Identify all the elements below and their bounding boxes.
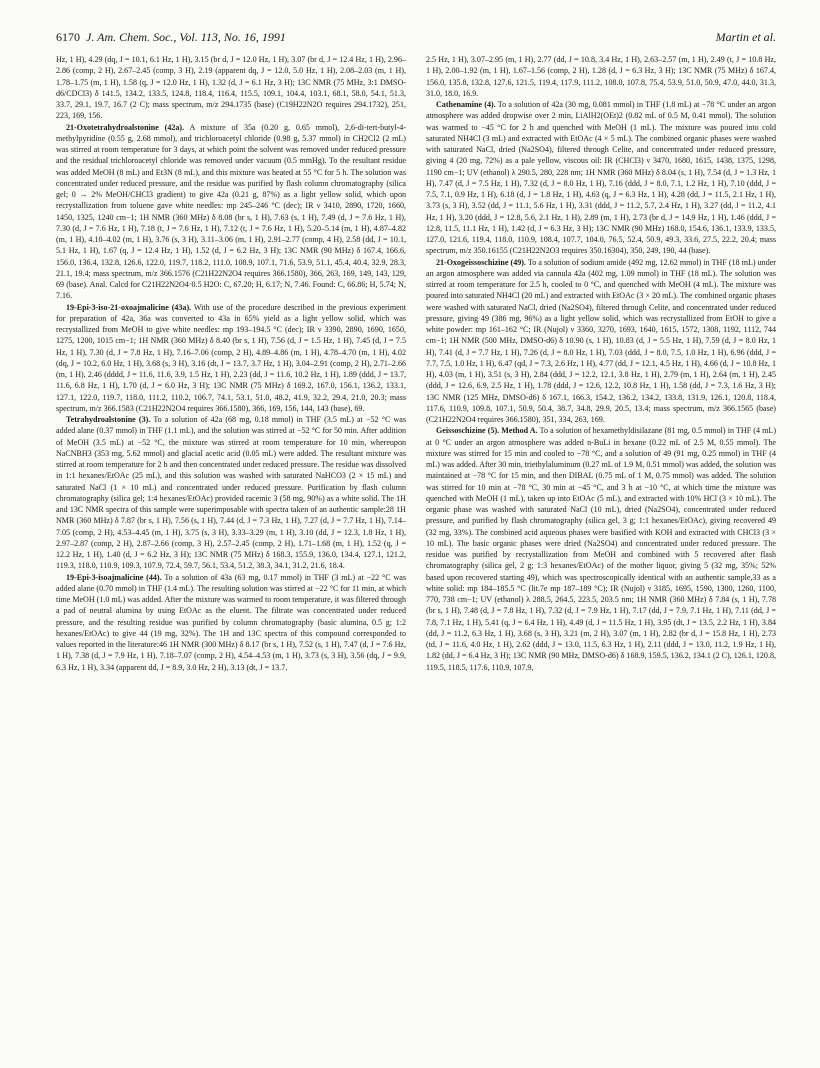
paragraph	[426, 425, 776, 673]
page-number: 6170	[56, 30, 80, 44]
paragraph	[426, 54, 776, 99]
right-column	[426, 54, 776, 673]
paragraph	[56, 122, 406, 302]
paragraph	[56, 54, 406, 122]
paragraph-text: To a solution of 42a (30 mg, 0.081 mmol) in THF (1.8 mL) at −78 °C under an argon atmosphere was added dropwise over 2 min, LiAlH2(OEt)2 (0.82 mL of 0.5 M, 0.41 mmol). The solution was warmed to −45 °C for 2 h and quenched with MeOH (1 mL). The mixture was poured into cold saturated NH4Cl (3 mL) and extracted with EtOAc (4 × 5 mL). The combined organic phases were washed with saturated NaCl, dried (Na2SO4), filtered through Celite, and concentrated under reduced pressure, giving 4 (20 mg, 72%) as a pale yellow, viscous oil: IR (CHCl3) ν 3470, 1680, 1615, 1438, 1375, 1298, 1190 cm−1; UV (ethanol) λ 290.5, 280, 228 nm; 1H NMR (360 MHz) δ 8.04 (s, 1 H), 7.54 (d, J = 1.3 Hz, 1 H), 7.47 (d, J = 7.5 Hz, 1 H), 7.32 (d, J = 8.0 Hz, 1 H), 7.16 (ddd, J = 8.0, 7.1, 1.2 Hz, 1 H), 7.10 (ddd, J = 7.5, 7.1, 0.9 Hz, 1 H), 6.18 (d, J = 1.8 Hz, 1 H), 4.63 (q, J = 6.3 Hz, 1 H), 4.28 (dd, J = 11.5, 2.1 Hz, 1 H), 3.73 (s, 3 H), 3.52 (dd, J = 11.1, 5.6 Hz, 1 H), 3.31 (ddd, J = 11.2, 5.7, 2.4 Hz, 1 H), 3.27 (dd, J = 11.2, 4.1 Hz, 1 H), 3.20 (ddd, J = 12.8, 5.6, 2.1 Hz, 1 H), 2.89 (m, 1 H), 2.73 (br d, J = 14.9 Hz, 1 H), 1.46 (ddd, J = 12.8, 11.5, 11.1 Hz, 1 H), 1.42 (d, J = 6.3 Hz, 3 H); 13C NMR (90 MHz) 168.0, 154.6, 136.1, 133.9, 133.5, 127.0, 121.6, 119.4, 118.0, 110.9, 108.4, 107.7, 104.0, 76.5, 52.4, 50.9, 49.3, 33.6, 27.5, 22.2, 20.4; mass spectrum, m/z 350.16155 (C21H22N2O3 requires 350.16304), 350, 249, 190, 44 (base).	[426, 100, 776, 256]
paragraph	[426, 257, 776, 426]
paragraph-text: To a solution of sodium amide (492 mg, 12.62 mmol) in THF (18 mL) under an argon atmosphere was added via cannula 42a (402 mg, 1.09 mmol) in THF (18 mL). The solution was stirred at room temperature for 2.5 h, cooled to 0 °C, and quenched with MeOH (4 mL). The mixture was poured into saturated NH4Cl (20 mL) and extracted with EtOAc (3 × 20 mL). The combined organic phases were washed with saturated NaCl, dried (Na2SO4), filtered through Celite, and concentrated under reduced pressure, giving 49 (386 mg, 96%) as a light yellow solid, which was recrystallized from EtOH to give a white powder: mp 161–162 °C; IR (Nujol) ν 3360, 3270, 1693, 1640, 1615, 1572, 1308, 1192, 1112, 744 cm−1; 1H NMR (500 MHz, DMSO-d6) δ 10.90 (s, 1 H), 10.83 (d, J = 5.5 Hz, 1 H), 7.59 (d, J = 8.0 Hz, 1 H), 7.41 (d, J = 7.7 Hz, 1 H), 7.26 (d, J = 8.0 Hz, 1 H), 7.03 (ddd, J = 8.0, 7.5, 1.0 Hz, 1 H), 6.96 (ddd, J = 7.7, 7.5, 1.0 Hz, 1 H), 6.47 (qd, J = 7.3, 2.6 Hz, 1 H), 4.77 (dd, J = 12.1, 4.5 Hz, 1 H), 4.66 (d, J = 10.8 Hz, 1 H), 4.03 (m, 1 H), 3.51 (s, 3 H), 2.84 (ddd, J = 12.2, 12.1, 3.8 Hz, 1 H), 2.79 (m, 1 H), 2.64 (m, 1 H), 2.45 (ddd, J = 12.6, 6.9, 2.5 Hz, 1 H), 1.78 (ddd, J = 12.6, 12.2, 10.8 Hz, 1 H), 1.58 (dd, J = 7.3, 1.6 Hz, 3 H); 13C NMR (125 MHz, DMSO-d6) δ 167.1, 166.3, 154.2, 136.2, 134.2, 133.8, 131.9, 126.1, 120.8, 118.4, 117.6, 110.9, 109.8, 107.1, 50.9, 50.4, 38.7, 34.8, 29.9, 20.5, 13.4; mass spectrum, m/z 366.1565 (base) (C21H22N2O4 requires 366.1580), 351, 334, 263, 169.	[426, 257, 776, 424]
paragraph	[56, 414, 406, 572]
paragraph-heading: 21-Oxotetrahydroalstonine (42a).	[66, 122, 185, 132]
left-column	[56, 54, 406, 673]
text-columns	[56, 54, 776, 673]
paragraph	[56, 302, 406, 415]
paragraph-text: With use of the procedure described in the previous experiment for preparation of 42a, 36a was converted to 43a in 65% yield as a light yellow solid, which was recrystallized from MeOH to give white needles: mp 193–194.5 °C (dec); IR ν 3390, 2890, 1690, 1650, 1275, 1200, 1015 cm−1; 1H NMR (360 MHz) δ 8.40 (br s, 1 H), 7.56 (d, J = 1.5 Hz, 1 H), 7.45 (d, J = 7.5 Hz, 1 H), 7.30 (d, J = 7.8 Hz, 1 H), 7.16–7.06 (comp, 2 H), 4.89–4.86 (m, 1 H), 4.78–4.70 (m, 1 H), 4.02 (dq, J = 10.2, 6.0 Hz, 1 H), 3.68 (s, 3 H), 3.16 (dt, J = 13.7, 3.7 Hz, 1 H), 3.04–2.91 (comp, 2 H), 2.71–2.66 (m, 1 H), 2.46 (dddd, J = 11.6, 11.6, 3.9, 1.5 Hz, 1 H), 2.23 (dd, J = 11.6, 10.2 Hz, 1 H), 1.89 (ddd, J = 13.7, 11.6, 6.8 Hz, 1 H), 1.70 (d, J = 6.0 Hz, 3 H); 13C NMR (75 MHz) δ 169.2, 167.0, 156.1, 136.2, 133.1, 127.1, 122.0, 119.7, 118.0, 111.2, 110.2, 106.7, 74.1, 53.1, 51.0, 48.2, 41.9, 32.2, 29.4, 21.0, 20.3; mass spectrum, m/z 366.1583 (C21H22N2O4 requires 366.1580), 366, 169, 156, 144, 143 (base), 69.	[56, 302, 406, 413]
paragraph-heading: Geissoschizine (5). Method A.	[436, 426, 538, 436]
paragraph-heading: 19-Epi-3-iso-21-oxoajmalicine (43a).	[66, 302, 192, 312]
paragraph-text: To a solution of 43a (63 mg, 0.17 mmol) in THF (3 mL) at −22 °C was added alane (0.70 mmol) in THF (1.4 mL). The resulting solution was stirred at −22 °C for 11 min, at which time MeOH (1.0 mL) was added. After the mixture was warmed to room temperature, it was filtered through a pad of neutral alumina by using EtOAc as the eluent. The filtrate was concentrated under reduced pressure, and the resulting residue was purified by column chromatography (basic alumina, 0.5 g; 1:2 hexanes/EtOAc) to give 44 (19 mg, 32%). The 1H and 13C spectra of this compound corresponded to values reported in the literature:46 1H NMR (300 MHz) δ 8.17 (br s, 1 H), 7.52 (s, 1 H), 7.47 (d, J = 7.6 Hz, 1 H), 7.38 (d, J = 7.9 Hz, 1 H), 7.18–7.07 (comp, 2 H), 4.54–4.53 (m, 1 H), 3.73 (s, 3 H), 3.56 (dq, J = 9.9, 6.3 Hz, 1 H), 3.34 (apparent dd, J = 8.9, 3.0 Hz, 2 H), 3.13 (dt, J = 13.7,	[56, 572, 406, 672]
paragraph-heading: Tetrahydroalstonine (3).	[66, 415, 151, 424]
running-author: Martin et al.	[715, 30, 776, 44]
page-header	[56, 30, 776, 46]
paragraph-text: To a solution of 42a (68 mg, 0.18 mmol) in THF (3.5 mL) at −52 °C was added alane (0.37 mmol) in THF (1.1 mL), and the solution was stirred at −52 °C for 50 min. After addition of MeOH (3.5 mL) at −52 °C, the mixture was stirred at room temperature for 10 min, whereupon NaCNBH3 (353 mg, 5.62 mmol) and glacial acetic acid (0.05 mL) were added. The resultant mixture was stirred at room temperature for 2 h and then concentrated under reduced pressure. The residue was dissolved in 1:1 hexanes/EtOAc (25 mL), and this solution was washed with saturated NaHCO3 (2 × 15 mL) and saturated NaCl (1 × 10 mL) and concentrated under reduced pressure. Purification by flash column chromatography (silica gel; 1:4 hexanes/EtOAc) provided racemic 3 (58 mg, 90%) as a white solid. The 1H and 13C NMR spectra of this sample were superimposable with spectra taken of an authentic sample:28 1H NMR (360 MHz) δ 7.87 (br s, 1 H), 7.56 (s, 1 H), 7.44 (d, J = 7.3 Hz, 1 H), 7.27 (d, J = 7.7 Hz, 1 H), 7.14–7.05 (comp, 2 H), 4.53–4.45 (m, 1 H), 3.75 (s, 3 H), 3.33–3.29 (m, 1 H), 3.10 (dd, J = 12.3, 1.8 Hz, 1 H), 2.97–2.87 (comp, 2 H), 2.87–2.66 (comp, 3 H), 2.57–2.45 (comp, 2 H), 1.71–1.68 (m, 1 H), 1.52 (q, J = 12.2 Hz, 1 H), 1.40 (d, J = 6.2 Hz, 3 H); 13C NMR (75 MHz) δ 168.3, 155.9, 136.0, 134.4, 127.1, 121.2, 119.3, 118.0, 110.9, 109.3, 107.9, 72.4, 59.7, 56.1, 53.4, 51.2, 38.3, 34.1, 31.2, 21.6, 18.4.	[56, 415, 406, 571]
paragraph-heading: 19-Epi-3-isoajmalicine (44).	[66, 572, 162, 582]
paragraph-text: A mixture of 35a (0.20 g, 0.65 mmol), 2,6-di-tert-butyl-4-methylpyridine (0.55 g, 2.68 mmol), and trichloroacetyl chloride (0.98 g, 5.37 mmol) in CH2Cl2 (2 mL) was stirred at room temperature for 3 days, at which point the solvent was removed under reduced pressure and the residual trichloroacetyl chloride was removed under vacuum (0.5 mmHg). To the resultant residue was added MeOH (8 mL) and Et3N (8 mL), and this mixture was heated at 55 °C for 5 h. The solution was concentrated under reduced pressure, and the residue was purified by flash column chromatography (silica gel; 0 → 2% MeOH/CHCl3 gradient) to give 42a (0.21 g, 87%) as a light yellow solid, which upon recrystallization from toluene gave white needles: mp 245–246 °C (dec); IR ν 3410, 2890, 1720, 1660, 1450, 1325, 1240 cm−1; 1H NMR (360 MHz) δ 8.08 (br s, 1 H), 7.63 (s, 1 H), 7.49 (d, J = 7.6 Hz, 1 H), 7.30 (d, J = 7.6 Hz, 1 H), 7.18 (t, J = 7.6 Hz, 1 H), 7.12 (t, J = 7.6 Hz, 1 H), 5.20–5.14 (m, 1 H), 4.87–4.82 (m, 1 H), 4.10–4.02 (m, 1 H), 3.76 (s, 3 H), 3.11–3.06 (m, 1 H), 2.91–2.77 (comp, 4 H), 2.58 (dd, J = 10.1, 5.1 Hz, 1 H), 1.67 (q, J = 12.4 Hz, 1 H), 1.52 (d, J = 6.2 Hz, 3 H); 13C NMR (90 MHz) δ 167.4, 166.6, 156.0, 136.4, 132.8, 126.6, 122.0, 119.7, 118.2, 111.0, 108.9, 107.1, 71.6, 53.9, 51.1, 45.4, 40.4, 32.9, 28.3, 21.1, 19.4; mass spectrum, m/z 366.1576 (C21H22N2O4 requires 366.1580), 366, 263, 169, 149, 143, 129, 69 (base). Anal. Calcd for C21H22N2O4·0.5 H2O: C, 67.20; H, 6.17; N, 7.46. Found: C, 66.86; H, 5.74; N, 7.16.	[56, 122, 406, 301]
paragraph-text: To a solution of hexamethyldisilazane (81 mg, 0.5 mmol) in THF (4 mL) at 0 °C under an argon atmosphere was added n-BuLi in hexane (0.22 mL of 2.5 M, 0.55 mmol). The mixture was stirred for 15 min and cooled to −78 °C, and a solution of 49 (91 mg, 0.25 mmol) in THF (4 mL) was added. After 30 min, triethylaluminum (0.27 mL of 1.9 M, 0.51 mmol) was added, the solution was maintained at −78 °C for 15 min, and then DIBAL (0.75 mL of 1 M, 0.75 mmol) was added. The solution was stirred for 10 min at −78 °C, 30 min at −45 °C, and 3 h at −10 °C, at which time the mixture was quenched with MeOH (1 mL), taken up into EtOAc (5 mL), and extracted with 10% HCl (3 × 10 mL). The organic phase was washed with saturated NaCl (10 mL), dried (Na2SO4), concentrated under reduced pressure, and purified by flash chromatography (silica gel, 3 g; 1:1 hexanes/EtOAc), giving recovered 49 (32 mg, 33%). The combined acid aqueous phases were basified with KOH and extracted with CHCl3 (3 × 10 mL). The basic organic phases were dried (Na2SO4) and concentrated under reduced pressure. The residue was purified by recrystallization from MeOH and combined with 5 recovered after flash chromatography (silica gel, 2 g; 1:3 hexanes/EtOAc) of the mother liquor, giving 5 (32 mg, 35%; 52% based upon recovered starting 49), which was spectroscopically identical with an authentic sample,33 as a white solid: mp 184–185.5 °C (lit.7e mp 187–189 °C); IR (Nujol) ν 3185, 1695, 1590, 1300, 1260, 1100, 770, 738 cm−1; UV (ethanol) λ 288.5, 264.5, 223.5, 203.5 nm; 1H NMR (360 MHz) δ 7.84 (s, 1 H), 7.78 (br s, 1 H), 7.48 (d, J = 7.8 Hz, 1 H), 7.32 (d, J = 7.9 Hz, 1 H), 7.17 (dd, J = 7.9, 7.1 Hz, 1 H), 7.11 (dd, J = 7.8, 7.1 Hz, 1 H), 5.41 (q, J = 6.4 Hz, 1 H), 4.49 (d, J = 11.5 Hz, 1 H), 3.95 (dt, J = 13.5, 2.2 Hz, 1 H), 3.84 (dd, J = 11.2, 6.3 Hz, 1 H), 3.68 (s, 3 H), 3.21 (m, 2 H), 3.07 (m, 1 H), 2.82 (br d, J = 15.8 Hz, 1 H), 2.73 (td, J = 11.6, 4.0 Hz, 1 H), 2.62 (ddd, J = 13.0, 11.5, 6.3 Hz, 1 H), 2.11 (ddd, J = 13.0, 11.2, 1.9 Hz, 1 H), 1.82 (dd, J = 6.4 Hz, 3 H); 13C NMR (90 MHz, DMSO-d6) δ 168.9, 159.5, 136.2, 134.1 (2 C), 126.1, 120.8, 119.5, 118.5, 117.6, 110.9, 107.9,	[426, 426, 776, 672]
journal-citation: J. Am. Chem. Soc., Vol. 113, No. 16, 1991	[86, 30, 286, 44]
header-left	[56, 30, 286, 45]
paragraph-text: Hz, 1 H), 4.29 (dq, J = 10.1, 6.1 Hz, 1 H), 3.15 (br d, J = 12.0 Hz, 1 H), 3.07 (br d, J = 12.4 Hz, 1 H), 2.96–2.86 (comp, 2 H), 2.67–2.45 (comp, 3 H), 2.19 (apparent dq, J = 12.0, 5.0 Hz, 1 H), 2.08–2.03 (m, 1 H), 1.78–1.75 (m, 1 H), 1.58 (q, J = 12.0 Hz, 1 H), 1.32 (d, J = 6.1 Hz, 3 H); 13C NMR (75 MHz, 3:1 DMSO-d6/CDCl3) δ 141.5, 134.2, 133.5, 124.8, 118.4, 116.4, 115.5, 109.1, 104.4, 103.1, 68.1, 58.0, 54.1, 51.3, 33.7, 29.1, 19.7, 16.7 (2 C); mass spectrum, m/z 294.1735 (base) (C19H22N2O requires 294.1732), 251, 223, 169, 156.	[56, 55, 406, 121]
paragraph	[56, 572, 406, 673]
paragraph-text: 2.5 Hz, 1 H), 3.07–2.95 (m, 1 H), 2.77 (dd, J = 10.8, 3.4 Hz, 1 H), 2.63–2.57 (m, 1 H), 2.49 (t, J = 10.8 Hz, 1 H), 2.00–1.92 (m, 1 H), 1.67–1.56 (comp, 2 H), 1.28 (d, J = 6.3 Hz, 3 H); 13C NMR (75 MHz) δ 167.4, 156.0, 135.8, 132.8, 127.6, 121.5, 119.4, 117.9, 111.2, 108.0, 107.8, 75.4, 53.9, 51.0, 50.9, 47.0, 44.0, 31.3, 31.0, 18.0, 16.9.	[426, 55, 776, 98]
paragraph	[426, 99, 776, 257]
paragraph-heading: 21-Oxogeissoschizine (49).	[436, 257, 526, 267]
paragraph-heading: Cathenamine (4).	[436, 100, 496, 109]
